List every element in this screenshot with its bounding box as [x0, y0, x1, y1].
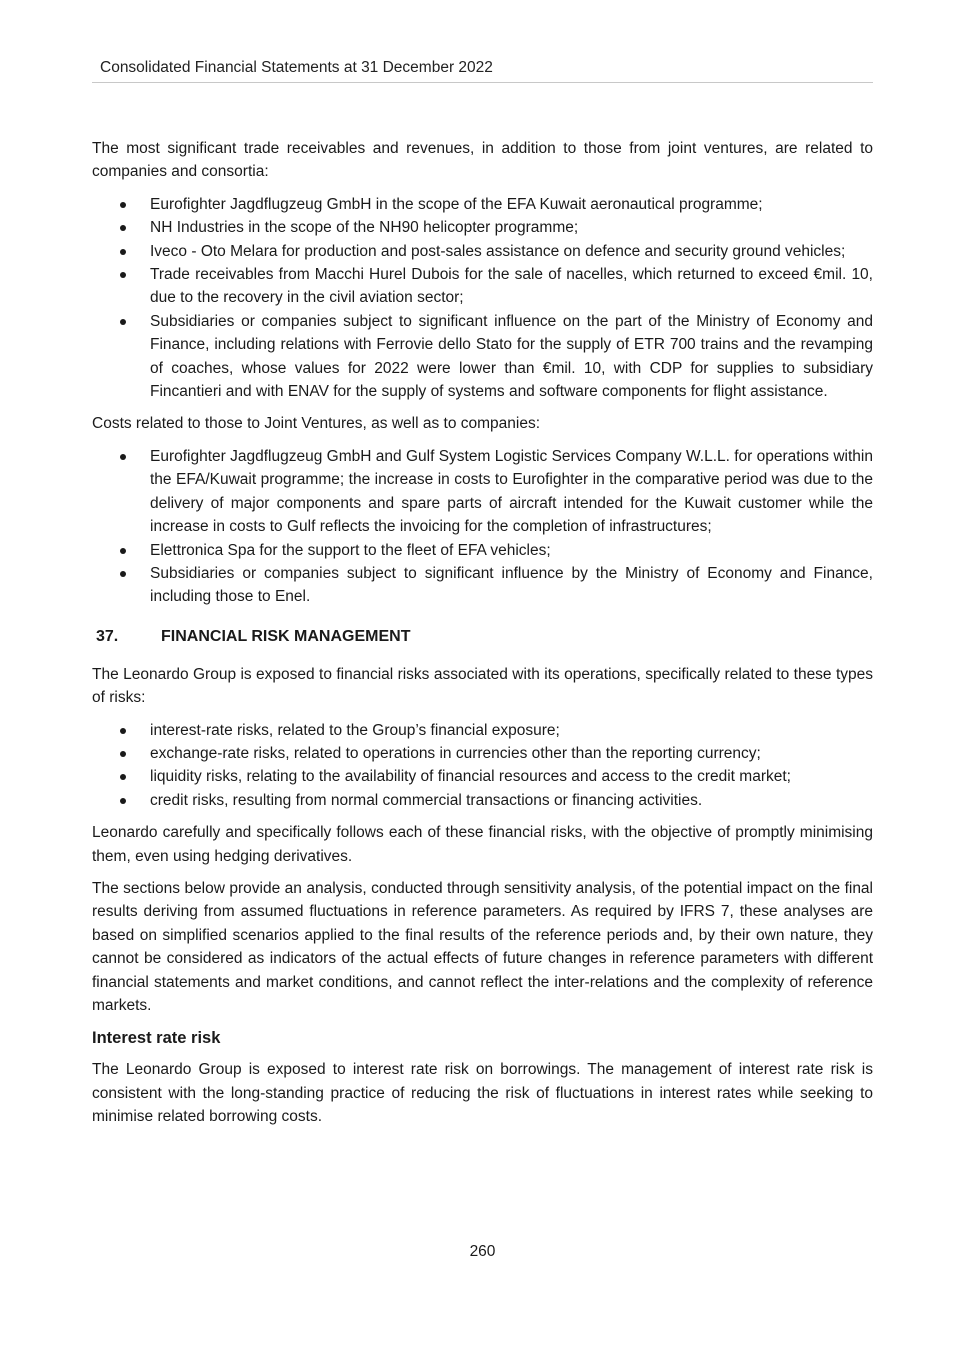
list-item [92, 539, 873, 562]
list-item-text: NH Industries in the scope of the NH90 helicopter programme; [150, 219, 579, 237]
bullet-icon [120, 225, 126, 231]
list-item [92, 765, 873, 788]
list-item [92, 216, 873, 239]
bullet-icon [120, 454, 126, 460]
section-heading [96, 625, 873, 649]
bullet-icon [120, 728, 126, 734]
bullet-icon [120, 798, 126, 804]
list-item-text: Subsidiaries or companies subject to significant influence by the Ministry of Economy and Finance, including those to Enel. [150, 564, 873, 606]
bullet-icon [120, 548, 126, 554]
bullet-icon [120, 272, 126, 278]
costs-list [92, 445, 873, 609]
list-item-text: liquidity risks, relating to the availability of financial resources and access to the credit market; [150, 768, 791, 786]
receivables-intro-paragraph: The most significant trade receivables and revenues, in addition to those from joint ventures, are related to companies and consortia: [92, 140, 873, 181]
list-item-text: Iveco - Oto Melara for production and post-sales assistance on defence and security ground vehicles; [150, 242, 846, 260]
page-content [92, 137, 873, 1138]
interest-rate-paragraph: The Leonardo Group is exposed to interest rate risk on borrowings. The management of interest rate risk is consistent with the long-standing practice of reducing the risk of fluctuations in interest rates while seeking to minimise related borrowing costs. [92, 1061, 873, 1126]
list-item [92, 240, 873, 263]
bullet-icon [120, 751, 126, 757]
list-item-text: exchange-rate risks, related to operations in currencies other than the reporting currency; [150, 744, 761, 762]
list-item [92, 263, 873, 310]
bullet-icon [120, 319, 126, 325]
bullet-icon [120, 202, 126, 208]
section-title: FINANCIAL RISK MANAGEMENT [161, 627, 411, 645]
list-item-text: Elettronica Spa for the support to the fleet of EFA vehicles; [150, 541, 551, 559]
page-number: 260 [469, 1243, 496, 1260]
sensitivity-paragraph: The sections below provide an analysis, conducted through sensitivity analysis, of the potential impact on the final results deriving from assumed fluctuations in reference parameters. As required by IFRS 7, these analyses are based on simplified scenarios applied to the final results of the reference periods and, by their own nature, they cannot be considered as indicators of the actual effects of future changes in reference parameters with different financial statements and market conditions, and cannot reflect the inter-relations and the complexity of reference markets. [92, 879, 873, 1014]
section-number: 37. [96, 627, 119, 645]
list-item [92, 310, 873, 404]
list-item [92, 445, 873, 539]
risk-follow-paragraph: Leonardo carefully and specifically follows each of these financial risks, with the objective of promptly minimising them, even using hedging derivatives. [92, 824, 873, 865]
list-item [92, 742, 873, 765]
risk-list [92, 719, 873, 813]
list-item-text: credit risks, resulting from normal commercial transactions or financing activities. [150, 791, 703, 809]
interest-rate-heading: Interest rate risk [92, 1029, 221, 1048]
receivables-list [92, 193, 873, 404]
list-item-text: Trade receivables from Macchi Hurel Dubois for the sale of nacelles, which returned to exceed €mil. 10, due to the recovery in the civil aviation sector; [150, 266, 873, 307]
costs-intro-paragraph: Costs related to those to Joint Ventures, as well as to companies: [92, 415, 541, 433]
list-item [92, 719, 873, 742]
list-item-text: Eurofighter Jagdflugzeug GmbH in the scope of the EFA Kuwait aeronautical programme; [150, 195, 763, 213]
bullet-icon [120, 571, 126, 577]
list-item [92, 193, 873, 216]
list-item [92, 789, 873, 812]
bullet-icon [120, 249, 126, 255]
list-item-text: Subsidiaries or companies subject to significant influence on the part of the Ministry of Economy and Finance, including relations with Ferrovie dello Stato for the supply of ETR 700 trains and the revamping of coaches, whose values for 2022 were lower than €mil. 10, with CDP for supplies to subsidiary Fincantieri and with ENAV for the supply of systems and software components for flight assistance. [150, 312, 873, 401]
risk-intro-paragraph: The Leonardo Group is exposed to financial risks associated with its operations, specifically related to these types of risks: [92, 665, 873, 707]
bullet-icon [120, 774, 126, 780]
running-header: Consolidated Financial Statements at 31 December 2022 [92, 58, 873, 83]
list-item-text: Eurofighter Jagdflugzeug GmbH and Gulf System Logistic Services Company W.L.L. for operations within the EFA/Kuwait programme; the increase in costs to Eurofighter in the comparative period was due to the delivery of major components and spare parts of aircraft intended for the Kuwait customer while the increase in costs to Gulf reflects the invoicing for the completion of infrastructures; [150, 447, 873, 536]
list-item-text: interest-rate risks, related to the Group’s financial exposure; [150, 721, 560, 739]
list-item [92, 562, 873, 609]
